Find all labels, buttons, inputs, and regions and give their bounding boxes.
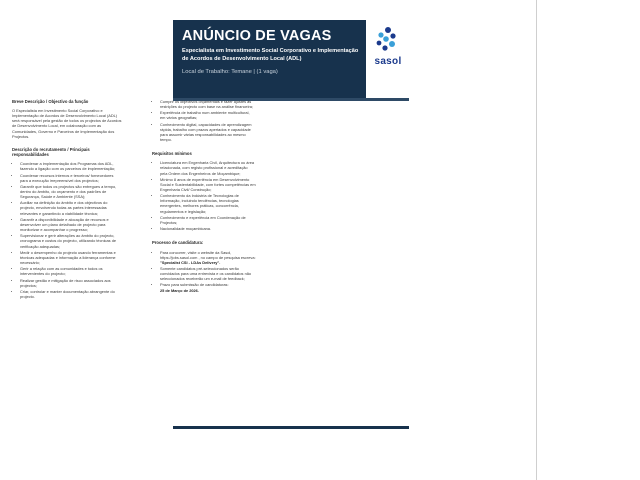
deadline-date: 25 de Março de 2026. [160, 287, 199, 293]
list-item: • Criar, controlar e manter documentação abrangente do projecto. [20, 289, 122, 299]
list-item [160, 282, 256, 292]
description-heading: Breve Descrição / Objectivo da função [12, 99, 89, 104]
deadline-label: Prazo para submissão de candidaturas: [160, 282, 229, 288]
scan-edge [536, 0, 537, 480]
responsibilities-heading: Descrição do recrutamento / Principais responsabilidades [12, 146, 90, 157]
page-title: ANÚNCIO DE VAGAS [182, 28, 332, 44]
list-item: • Conhecimento digital, capacidades de aprendizagem rápida, trabalho com prazos apertados e capacidade para assumir várias responsabilidades ao mesmo tempo. [160, 122, 256, 142]
continued-responsibilities-list [152, 99, 256, 142]
sasol-molecule-icon [374, 26, 400, 52]
list-item: • Somente candidatos pré-seleccionados serão convidados para uma entrevista e os candidatos não seleccionados receberão um e-mail de feedback; [160, 266, 256, 281]
list-item: • Nacionalidade moçambicana. [160, 226, 256, 231]
list-item: • Experiência de trabalho num ambiente multicultural, em vários geografias; [160, 110, 256, 120]
requirements-heading: Requisitos mínimos [152, 151, 192, 157]
list-item: • Garantir a disponibilidade e alocação de recursos e desenvolver um plano detalhado de projecto para monitorizar e acompanhar o progresso; [20, 217, 122, 232]
list-item: • Realizar gestão e mitigação de risco associados aos projectos; [20, 278, 122, 288]
header-banner [173, 20, 409, 98]
job-subtitle: Especialista em Investimento Social Corporativo e Implementação de Acordos de Desenvolvimento Local (ADL) [182, 48, 359, 62]
list-item: • Gerir a relação com as comunidades e todos os intervenientes do projecto; [20, 266, 122, 276]
list-item: • Mínimo 8 anos de experiência em Desenvolvimento Social e Sustentabilidade, com fortes competências em Engenharia Civil/ Construção; [160, 177, 256, 192]
sasol-logo [366, 20, 409, 98]
list-item: • Garantir que todos os projectos são entregues a tempo, dentro do âmbito, do orçamento e dos padrões de Segurança, Saúde e Ambiente (SSA); [20, 184, 122, 199]
list-item: • Licenciatura em Engenharia Civil, Arquitectura ou área relacionada, com registo profissional e acreditação pela Ordem dos Engenheiros de Moçambique; [160, 160, 256, 175]
list-item: • Cumprir os objectivos orçamentais e fazer ajustes às restrições do projecto com base na análise financeira; [160, 99, 256, 109]
list-item: • Conhecimento da Indústria de Tecnologias de Informação, incluindo tendências, tecnologias emergentes, melhores práticas, concorrência, regulamentos e legislação; [160, 193, 256, 213]
left-column [12, 99, 122, 308]
footer-bar [173, 426, 409, 429]
logo-wordmark: sasol [374, 56, 402, 67]
list-item: • Auxiliar na definição do âmbito e dos objectivos do projecto, envolvendo todas as partes interessadas relevantes e garantindo a viabilidade técnica; [20, 200, 122, 215]
list-item: • Medir o desempenho do projecto usando ferramentas e técnicas adequadas e informação a liderança conforme necessário; [20, 250, 122, 265]
requirements-list [152, 160, 256, 231]
list-item: • Coordenar a implementação dos Programas dos ADL, fazendo a ligação com os parceiros de implementação; [20, 161, 122, 171]
list-item: • Conhecimento e experiência em Coordenação de Projectos; [160, 215, 256, 225]
right-column [152, 99, 256, 302]
list-item: • Supervisionar e gerir alterações ao âmbito do projecto, cronograma e custos do projecto, utilizando técnicas de verificação adequadas; [20, 233, 122, 248]
work-location: Local de Trabalho: Temane | (1 vaga) [182, 69, 278, 75]
responsibilities-list [12, 161, 122, 299]
application-heading: Processo de candidatura: [152, 240, 204, 246]
apply-instructions: Para concorrer, visite o website da Sasol, https://jobs.sasol.com , no campo de pesquisa escreva: [160, 249, 256, 260]
list-item [160, 250, 256, 265]
description-text: O Especialista em Investimento Social Corporativo e Implementação de Acordos de Desenvolvimento Local (ADL) será responsável pela gestão de todos os projectos de Acordos de Desenvolvimento Local, em colaboração com as Comunidades, Governo e Parceiros de Implementação dos Projectos. [12, 108, 122, 139]
list-item: • Coordenar recursos internos e terceiros/ fornecedores para a execução irrepreensível dos projectos; [20, 173, 122, 183]
application-list [152, 250, 256, 293]
search-keyword: "Specialist CSI - LDAs Delivery". [160, 259, 221, 265]
